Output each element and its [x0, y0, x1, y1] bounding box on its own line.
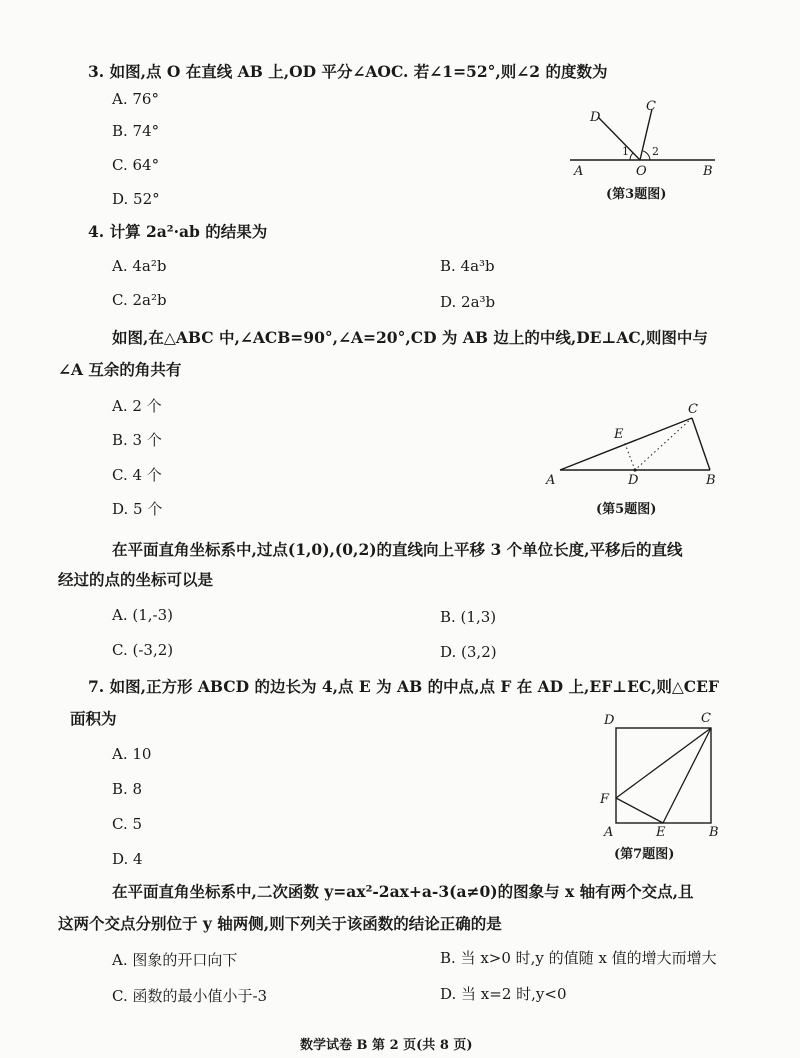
question-8-option-d: D. 当 x=2 时,y<0 [440, 985, 567, 1003]
label-c: C [701, 711, 711, 726]
question-3-figure-caption: (第3题图) [606, 187, 667, 202]
question-7-stem-line-1: 7. 如图,正方形 ABCD 的边长为 4,点 E 为 AB 的中点,点 F 在 AD 上,EF⊥EC,则△CEF [88, 677, 719, 696]
question-4-option-d: D. 2a³b [440, 293, 496, 311]
question-7-option-a: A. 10 [112, 745, 152, 763]
question-3-stem: 3. 如图,点 O 在直线 AB 上,OD 平分∠AOC. 若∠1=52°,则∠2 的度数为 [88, 62, 608, 81]
question-3-option-b: B. 74° [112, 122, 160, 140]
question-8-stem-line-2: 这两个交点分别位于 y 轴两侧,则下列关于该函数的结论正确的是 [58, 914, 502, 933]
label-e: E [614, 427, 624, 442]
segment-fc [616, 728, 711, 798]
question-5-option-c: C. 4 个 [112, 466, 162, 484]
label-a: A [546, 473, 556, 488]
label-d: D [604, 713, 615, 728]
question-5-figure-caption: (第5题图) [596, 502, 657, 517]
side-ac [560, 418, 692, 470]
question-6-option-d: D. (3,2) [440, 643, 497, 661]
question-4-option-c: C. 2a²b [112, 291, 167, 309]
question-3-option-d: D. 52° [112, 190, 160, 208]
label-b: B [709, 825, 719, 840]
label-f: F [600, 792, 610, 807]
question-3-option-a: A. 76° [112, 90, 159, 108]
segment-fe [616, 798, 663, 823]
square-abcd [616, 728, 711, 823]
label-e: E [656, 825, 666, 840]
question-6-stem-line-2: 经过的点的坐标可以是 [58, 570, 214, 589]
label-c: C [688, 402, 698, 417]
label-o: O [636, 164, 647, 179]
label-a: A [574, 164, 584, 179]
question-5-stem-line-1: 如图,在△ABC 中,∠ACB=90°,∠A=20°,CD 为 AB 边上的中线,DE⊥AC,则图中与 [112, 328, 708, 347]
label-angle-1: 1 [622, 145, 629, 158]
question-5-stem-line-2: ∠A 互余的角共有 [58, 360, 182, 379]
question-7-stem-line-2: 面积为 [70, 709, 117, 728]
question-8-option-c: C. 函数的最小值小于-3 [112, 987, 268, 1005]
question-6-option-b: B. (1,3) [440, 608, 497, 626]
question-7-figure-caption: (第7题图) [614, 847, 675, 862]
question-4-option-b: B. 4a³b [440, 257, 495, 275]
label-d: D [628, 473, 639, 488]
question-8-option-b: B. 当 x>0 时,y 的值随 x 值的增大而增大 [440, 949, 717, 967]
median-cd [635, 418, 692, 470]
question-8-option-a: A. 图象的开口向下 [112, 951, 238, 969]
question-5-option-d: D. 5 个 [112, 500, 163, 518]
perpendicular-de [624, 441, 635, 470]
question-8-stem-line-1: 在平面直角坐标系中,二次函数 y=ax²-2ax+a-3(a≠0)的图象与 x 轴有两个交点,且 [112, 882, 694, 901]
question-4-stem: 4. 计算 2a²·ab 的结果为 [88, 222, 268, 241]
question-5-option-a: A. 2 个 [112, 397, 162, 415]
question-6-stem-line-1: 在平面直角坐标系中,过点(1,0),(0,2)的直线向上平移 3 个单位长度,平移后的直线 [112, 540, 683, 559]
question-7-option-b: B. 8 [112, 780, 143, 798]
question-4-option-a: A. 4a²b [112, 257, 167, 275]
page-footer: 数学试卷 B 第 2 页(共 8 页) [300, 1038, 473, 1053]
question-6-option-a: A. (1,-3) [112, 606, 173, 624]
label-a: A [604, 825, 614, 840]
question-7-option-c: C. 5 [112, 815, 143, 833]
question-3-option-c: C. 64° [112, 156, 160, 174]
question-7-option-d: D. 4 [112, 850, 143, 868]
question-7-figure [596, 706, 726, 841]
label-c: C [646, 99, 656, 114]
side-cb [692, 418, 710, 470]
question-5-option-b: B. 3 个 [112, 431, 162, 449]
label-b: B [706, 473, 716, 488]
question-5-figure [542, 400, 722, 490]
label-angle-2: 2 [652, 145, 659, 158]
question-6-option-c: C. (-3,2) [112, 641, 174, 659]
question-3-figure [560, 95, 720, 180]
ray-od [598, 117, 640, 160]
label-d: D [590, 110, 601, 125]
segment-ec [663, 728, 711, 823]
label-b: B [703, 164, 713, 179]
